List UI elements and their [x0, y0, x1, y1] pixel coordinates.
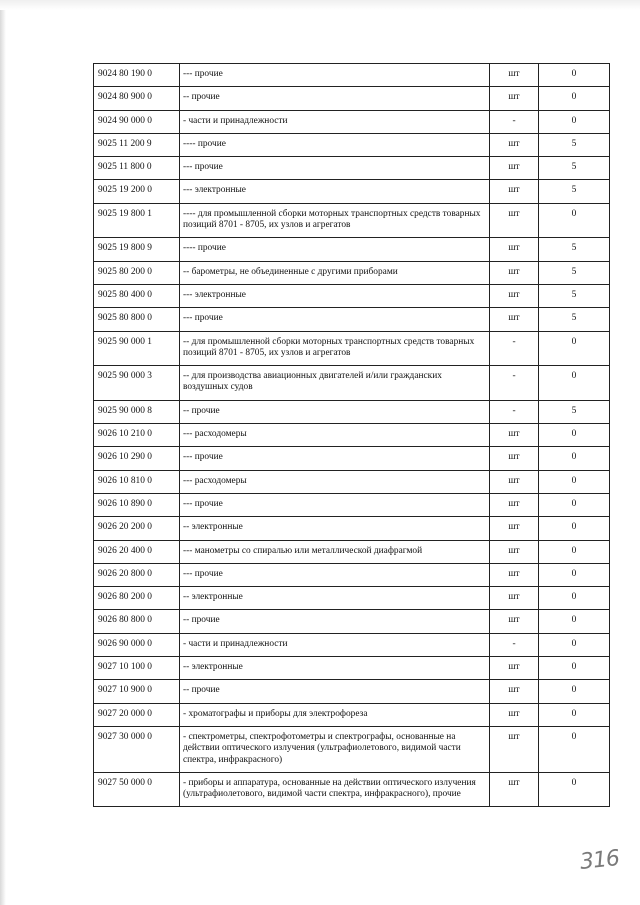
code-cell: 9024 90 000 0 [94, 110, 180, 133]
table-row [94, 657, 610, 680]
table-row [94, 64, 610, 87]
unit-cell: шт [490, 261, 539, 284]
unit-cell: шт [490, 87, 539, 110]
table-row [94, 540, 610, 563]
code-cell: 9026 10 810 0 [94, 470, 180, 493]
table-row [94, 587, 610, 610]
duty-rate-cell: 0 [539, 447, 610, 470]
description-cell: --- прочие [180, 157, 490, 180]
description-cell: ---- для промышленной сборки моторных транспортных средств товарных позиций 8701 - 8705, их узлов и агрегатов [180, 203, 490, 238]
table-row [94, 563, 610, 586]
table-row [94, 331, 610, 366]
table-row [94, 110, 610, 133]
unit-cell: шт [490, 203, 539, 238]
description-cell: - части и принадлежности [180, 633, 490, 656]
duty-rate-cell: 0 [539, 610, 610, 633]
handwritten-page-number: 316 [578, 846, 621, 875]
duty-rate-cell: 5 [539, 238, 610, 261]
unit-cell: шт [490, 133, 539, 156]
duty-rate-cell: 0 [539, 493, 610, 516]
table-row [94, 87, 610, 110]
scan-edge [0, 0, 6, 905]
duty-rate-cell: 0 [539, 203, 610, 238]
unit-cell: шт [490, 726, 539, 772]
duty-rate-cell: 0 [539, 633, 610, 656]
table-row [94, 680, 610, 703]
code-cell: 9026 10 210 0 [94, 424, 180, 447]
unit-cell: - [490, 366, 539, 401]
code-cell: 9025 80 400 0 [94, 284, 180, 307]
code-cell: 9026 10 290 0 [94, 447, 180, 470]
table-row [94, 400, 610, 423]
description-cell: --- электронные [180, 180, 490, 203]
duty-rate-cell: 0 [539, 470, 610, 493]
unit-cell: - [490, 633, 539, 656]
tariff-table [93, 63, 610, 807]
unit-cell: шт [490, 657, 539, 680]
table-row [94, 157, 610, 180]
description-cell: --- прочие [180, 308, 490, 331]
duty-rate-cell: 0 [539, 424, 610, 447]
code-cell: 9025 19 200 0 [94, 180, 180, 203]
code-cell: 9026 20 400 0 [94, 540, 180, 563]
description-cell: -- прочие [180, 400, 490, 423]
table-row [94, 203, 610, 238]
duty-rate-cell: 0 [539, 517, 610, 540]
table-row [94, 633, 610, 656]
code-cell: 9025 90 000 8 [94, 400, 180, 423]
description-cell: -- прочие [180, 680, 490, 703]
duty-rate-cell: 0 [539, 563, 610, 586]
unit-cell: шт [490, 157, 539, 180]
duty-rate-cell: 0 [539, 680, 610, 703]
code-cell: 9025 11 800 0 [94, 157, 180, 180]
description-cell: --- расходомеры [180, 470, 490, 493]
unit-cell: шт [490, 180, 539, 203]
code-cell: 9026 10 890 0 [94, 493, 180, 516]
description-cell: -- барометры, не объединенные с другими приборами [180, 261, 490, 284]
table-row [94, 517, 610, 540]
code-cell: 9025 19 800 1 [94, 203, 180, 238]
description-cell: -- электронные [180, 657, 490, 680]
code-cell: 9025 80 200 0 [94, 261, 180, 284]
table-row [94, 366, 610, 401]
unit-cell: шт [490, 703, 539, 726]
code-cell: 9026 20 800 0 [94, 563, 180, 586]
code-cell: 9025 11 200 9 [94, 133, 180, 156]
unit-cell: шт [490, 447, 539, 470]
code-cell: 9027 20 000 0 [94, 703, 180, 726]
unit-cell: шт [490, 772, 539, 807]
description-cell: - приборы и аппаратура, основанные на действии оптического излучения (ультрафиолетового, видимой части спектра, инфракрасного), прочие [180, 772, 490, 807]
unit-cell: шт [490, 64, 539, 87]
table-row [94, 447, 610, 470]
table-row [94, 703, 610, 726]
description-cell: --- электронные [180, 284, 490, 307]
description-cell: ---- прочие [180, 238, 490, 261]
description-cell: -- прочие [180, 610, 490, 633]
unit-cell: шт [490, 563, 539, 586]
description-cell: --- прочие [180, 447, 490, 470]
unit-cell: - [490, 331, 539, 366]
description-cell: -- для производства авиационных двигателей и/или гражданских воздушных судов [180, 366, 490, 401]
duty-rate-cell: 0 [539, 540, 610, 563]
duty-rate-cell: 5 [539, 261, 610, 284]
table-row [94, 470, 610, 493]
unit-cell: шт [490, 493, 539, 516]
code-cell: 9027 50 000 0 [94, 772, 180, 807]
table-row [94, 493, 610, 516]
unit-cell: - [490, 110, 539, 133]
duty-rate-cell: 5 [539, 133, 610, 156]
unit-cell: шт [490, 284, 539, 307]
duty-rate-cell: 0 [539, 772, 610, 807]
unit-cell: шт [490, 238, 539, 261]
tariff-table-body [94, 64, 610, 807]
code-cell: 9025 80 800 0 [94, 308, 180, 331]
table-row [94, 772, 610, 807]
code-cell: 9027 10 900 0 [94, 680, 180, 703]
description-cell: -- электронные [180, 587, 490, 610]
description-cell: ---- прочие [180, 133, 490, 156]
unit-cell: шт [490, 587, 539, 610]
unit-cell: - [490, 400, 539, 423]
duty-rate-cell: 0 [539, 87, 610, 110]
description-cell: --- прочие [180, 493, 490, 516]
description-cell: - части и принадлежности [180, 110, 490, 133]
duty-rate-cell: 5 [539, 157, 610, 180]
duty-rate-cell: 0 [539, 703, 610, 726]
duty-rate-cell: 0 [539, 64, 610, 87]
description-cell: --- прочие [180, 563, 490, 586]
unit-cell: шт [490, 470, 539, 493]
description-cell: --- прочие [180, 64, 490, 87]
description-cell: -- прочие [180, 87, 490, 110]
table-row [94, 726, 610, 772]
description-cell: -- для промышленной сборки моторных транспортных средств товарных позиций 8701 - 8705, их узлов и агрегатов [180, 331, 490, 366]
description-cell: --- расходомеры [180, 424, 490, 447]
duty-rate-cell: 5 [539, 308, 610, 331]
table-row [94, 284, 610, 307]
code-cell: 9026 90 000 0 [94, 633, 180, 656]
duty-rate-cell: 0 [539, 657, 610, 680]
duty-rate-cell: 5 [539, 284, 610, 307]
table-row [94, 261, 610, 284]
description-cell: - спектрометры, спектрофотометры и спектрографы, основанные на действии оптического излучения (ультрафиолетового, видимой части спектра, инфракрасного) [180, 726, 490, 772]
code-cell: 9025 19 800 9 [94, 238, 180, 261]
code-cell: 9026 80 200 0 [94, 587, 180, 610]
table-row [94, 133, 610, 156]
duty-rate-cell: 0 [539, 587, 610, 610]
description-cell: --- манометры со спиралью или металлической диафрагмой [180, 540, 490, 563]
code-cell: 9024 80 900 0 [94, 87, 180, 110]
code-cell: 9024 80 190 0 [94, 64, 180, 87]
code-cell: 9026 20 200 0 [94, 517, 180, 540]
description-cell: - хроматографы и приборы для электрофореза [180, 703, 490, 726]
description-cell: -- электронные [180, 517, 490, 540]
unit-cell: шт [490, 610, 539, 633]
unit-cell: шт [490, 424, 539, 447]
duty-rate-cell: 0 [539, 331, 610, 366]
unit-cell: шт [490, 308, 539, 331]
duty-rate-cell: 0 [539, 366, 610, 401]
table-row [94, 238, 610, 261]
table-row [94, 308, 610, 331]
table-row [94, 424, 610, 447]
duty-rate-cell: 5 [539, 180, 610, 203]
code-cell: 9027 30 000 0 [94, 726, 180, 772]
scan-top-shadow [0, 0, 640, 10]
unit-cell: шт [490, 517, 539, 540]
table-row [94, 610, 610, 633]
unit-cell: шт [490, 540, 539, 563]
code-cell: 9027 10 100 0 [94, 657, 180, 680]
code-cell: 9026 80 800 0 [94, 610, 180, 633]
table-row [94, 180, 610, 203]
code-cell: 9025 90 000 1 [94, 331, 180, 366]
code-cell: 9025 90 000 3 [94, 366, 180, 401]
unit-cell: шт [490, 680, 539, 703]
duty-rate-cell: 0 [539, 110, 610, 133]
duty-rate-cell: 0 [539, 726, 610, 772]
duty-rate-cell: 5 [539, 400, 610, 423]
